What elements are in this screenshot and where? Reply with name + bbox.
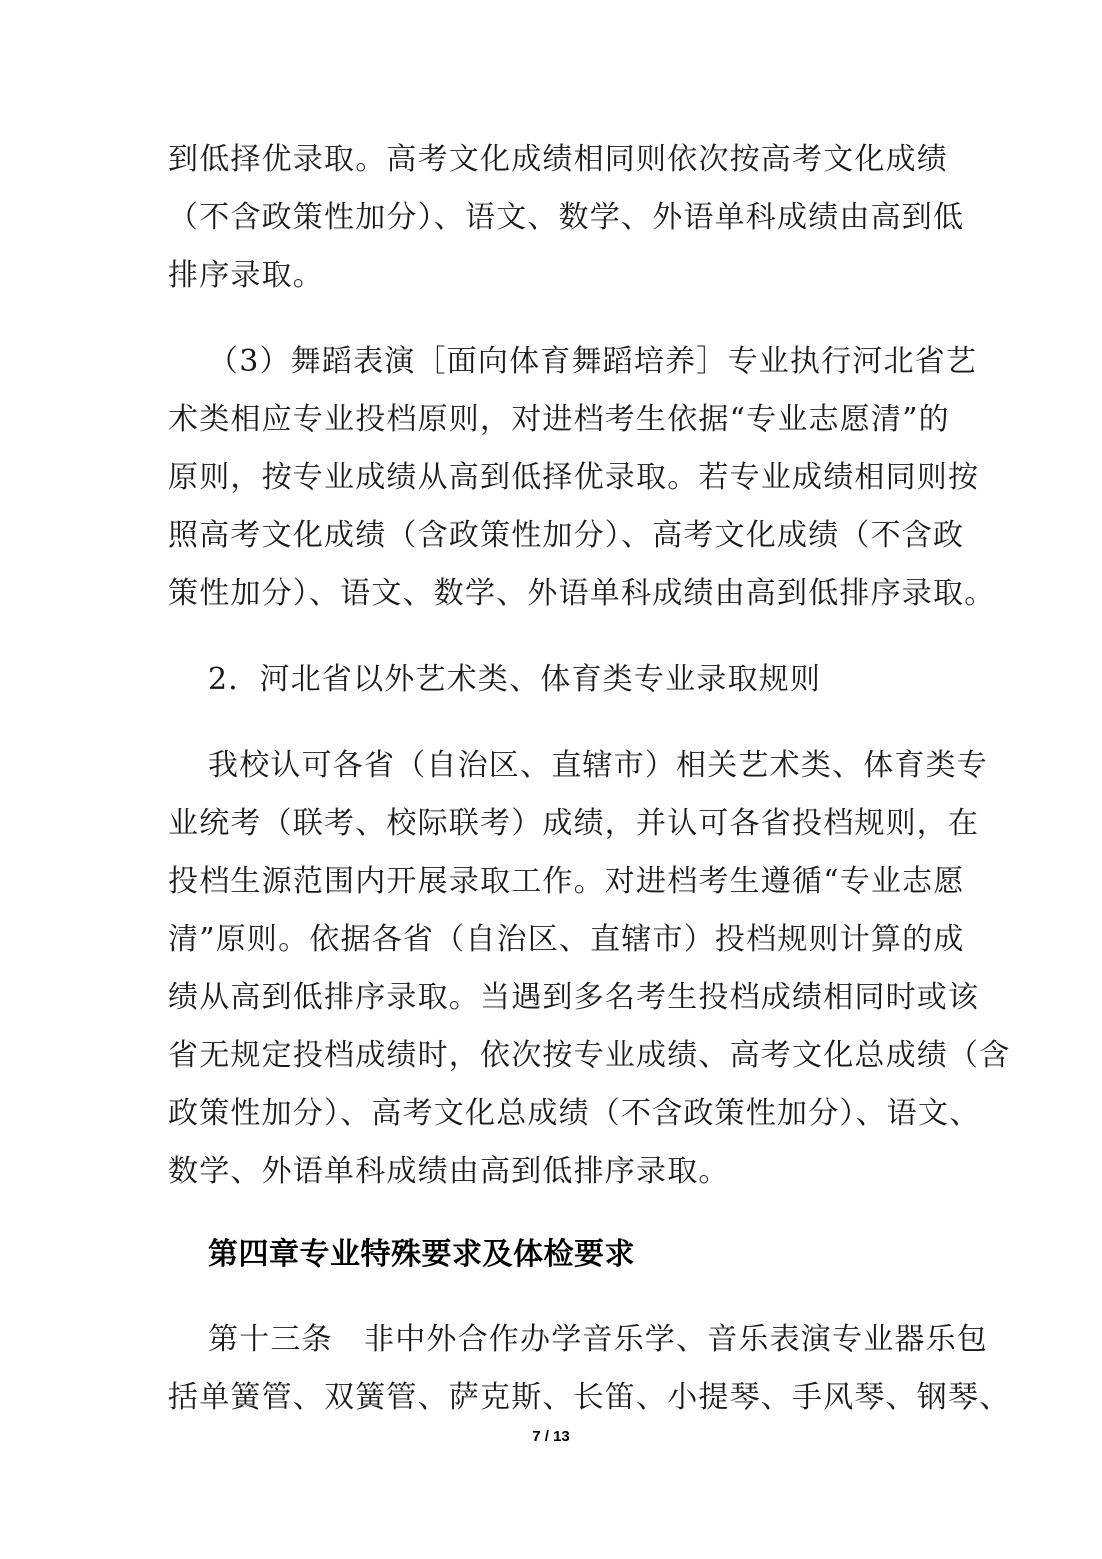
paragraph-line: 清”原则。依据各省（自治区、直辖市）投档规则计算的成 (168, 922, 965, 957)
paragraph-line: 策性加分）、语文、数学、外语单科成绩由高到低排序录取。 (168, 576, 996, 611)
paragraph-line: 原则，按专业成绩从高到低择优录取。若专业成绩相同则按 (168, 460, 980, 495)
paragraph-line: 排序录取。 (168, 258, 324, 293)
paragraph-line: 绩从高到低排序录取。当遇到多名考生投档成绩相同时或该 (168, 980, 980, 1015)
page-number: 7 / 13 (532, 1428, 570, 1445)
paragraph-line: 业统考（联考、校际联考）成绩，并认可各省投档规则，在 (168, 806, 980, 841)
paragraph-line: 到低择优录取。高考文化成绩相同则依次按高考文化成绩 (168, 142, 948, 177)
paragraph-line: 政策性加分）、高考文化总成绩（不含政策性加分）、语文、 (168, 1096, 981, 1131)
chapter-heading: 第四章专业特殊要求及体检要求 (208, 1237, 635, 1272)
paragraph-line: 投档生源范围内开展录取工作。对进档考生遵循“专业志愿 (168, 864, 965, 899)
paragraph-line: （不含政策性加分）、语文、数学、外语单科成绩由高到低 (168, 200, 965, 235)
paragraph-line: 术类相应专业投档原则，对进档考生依据“专业志愿清”的 (168, 402, 950, 437)
section-subheading: 2．河北省以外艺术类、体育类专业录取规则 (208, 662, 822, 697)
paragraph-line: （3）舞蹈表演［面向体育舞蹈培养］专业执行河北省艺 (208, 344, 978, 379)
paragraph-line: 数学、外语单科成绩由高到低排序录取。 (168, 1154, 730, 1189)
article-line: 括单簧管、双簧管、萨克斯、长笛、小提琴、手风琴、钢琴、 (168, 1380, 1011, 1415)
article-line: 第十三条 非中外合作办学音乐学、音乐表演专业器乐包 (208, 1322, 988, 1357)
paragraph-line: 我校认可各省（自治区、直辖市）相关艺术类、体育类专 (208, 748, 988, 783)
paragraph-line: 省无规定投档成绩时，依次按专业成绩、高考文化总成绩（含 (168, 1038, 1011, 1073)
paragraph-line: 照高考文化成绩（含政策性加分）、高考文化成绩（不含政 (168, 518, 965, 553)
